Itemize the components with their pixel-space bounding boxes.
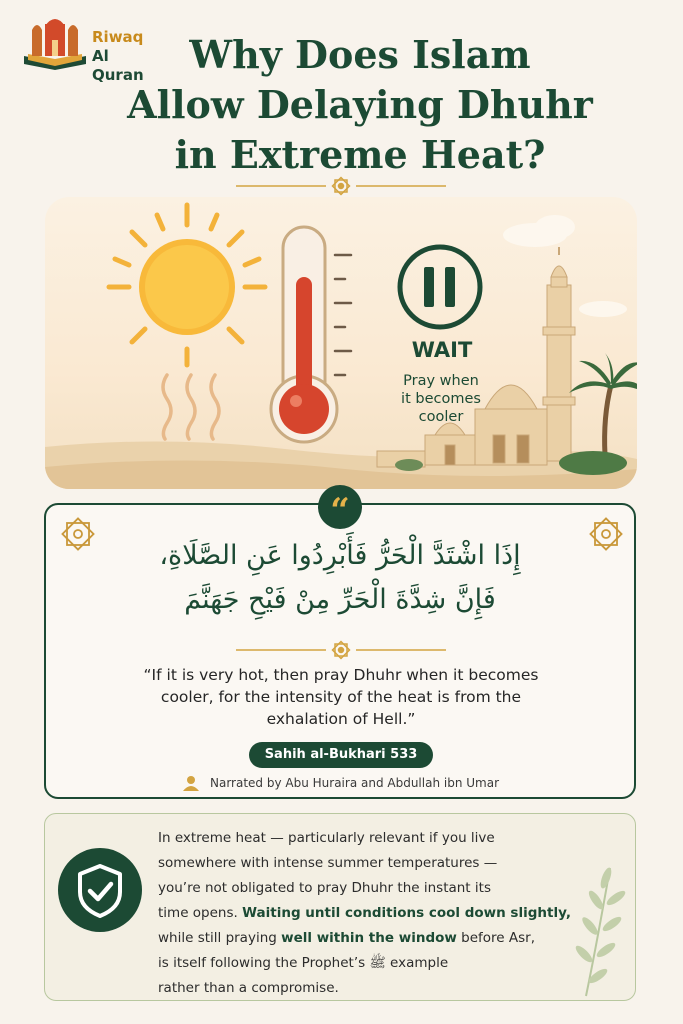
wait-subtitle-line-3: cooler bbox=[418, 409, 464, 425]
hadith-source-badge: Sahih al-Bukhari 533 bbox=[249, 742, 433, 768]
shield-check-icon bbox=[58, 848, 142, 932]
olive-branch-icon bbox=[566, 858, 636, 998]
info-line-5-emphasis: well within the window bbox=[281, 930, 457, 946]
shield-badge bbox=[58, 848, 142, 932]
wait-subtitle-line-2: it becomes bbox=[401, 391, 481, 407]
pause-icon bbox=[400, 247, 480, 327]
brand-name-line2: Al Quran bbox=[92, 47, 144, 84]
info-line-5-text: while still praying bbox=[158, 930, 282, 946]
hadith-translation bbox=[96, 664, 586, 730]
info-line-7: rather than a compromise. bbox=[158, 980, 339, 996]
narrator-text: Narrated by Abu Huraira and Abdullah ibn Umar bbox=[210, 776, 500, 790]
page-title bbox=[60, 30, 660, 180]
info-line-5-tail: before Asr, bbox=[456, 930, 535, 946]
heat-waves-icon bbox=[163, 375, 219, 439]
hadith-narrator bbox=[182, 774, 522, 792]
wait-label: WAIT bbox=[411, 338, 473, 362]
quote-icon: “ bbox=[318, 485, 362, 529]
title-line-1: Why Does Islam bbox=[189, 32, 531, 77]
info-line-5 bbox=[158, 926, 578, 951]
hadith-arabic-text bbox=[90, 534, 590, 622]
arabic-line-2: فَإِنَّ شِدَّةَ الْحَرِّ مِنْ فَيْحِ جَهَنَّمَ bbox=[184, 584, 496, 615]
info-line-4-text: time opens. bbox=[158, 905, 243, 921]
star-ornament-icon bbox=[588, 516, 624, 552]
sun-icon bbox=[109, 205, 265, 365]
info-line-3: you’re not obligated to pray Dhuhr the instant its bbox=[158, 880, 491, 896]
thermometer-icon bbox=[271, 227, 351, 442]
info-line-1: In extreme heat — particularly relevant if you live bbox=[158, 830, 495, 846]
wait-subtitle-line-1: Pray when bbox=[403, 373, 479, 389]
translation-line-1: “If it is very hot, then pray Dhuhr when it becomes bbox=[143, 666, 539, 684]
hero-illustration bbox=[45, 197, 637, 489]
translation-line-3: exhalation of Hell.” bbox=[266, 710, 416, 728]
info-paragraph bbox=[158, 826, 578, 1001]
info-line-6: is itself following the Prophet’s ﷺ example bbox=[158, 955, 449, 971]
title-divider-ornament bbox=[236, 176, 446, 196]
title-line-3: in Extreme Heat? bbox=[174, 132, 546, 177]
info-line-4-emphasis: Waiting until conditions cool down slightly, bbox=[242, 905, 571, 921]
info-line-2: somewhere with intense summer temperatures — bbox=[158, 855, 498, 871]
hadith-divider-ornament bbox=[236, 640, 446, 660]
wait-subtitle bbox=[388, 372, 494, 426]
info-line-4 bbox=[158, 901, 578, 926]
person-icon bbox=[182, 775, 200, 791]
brand-name-line1: Riwaq bbox=[92, 28, 144, 46]
translation-line-2: cooler, for the intensity of the heat is from the bbox=[160, 688, 522, 706]
arabic-line-1: إِذَا اشْتَدَّ الْحَرُّ فَأَبْرِدُوا عَنِ الصَّلَاةِ، bbox=[159, 540, 521, 571]
title-line-2: Allow Delaying Dhuhr bbox=[127, 82, 593, 127]
